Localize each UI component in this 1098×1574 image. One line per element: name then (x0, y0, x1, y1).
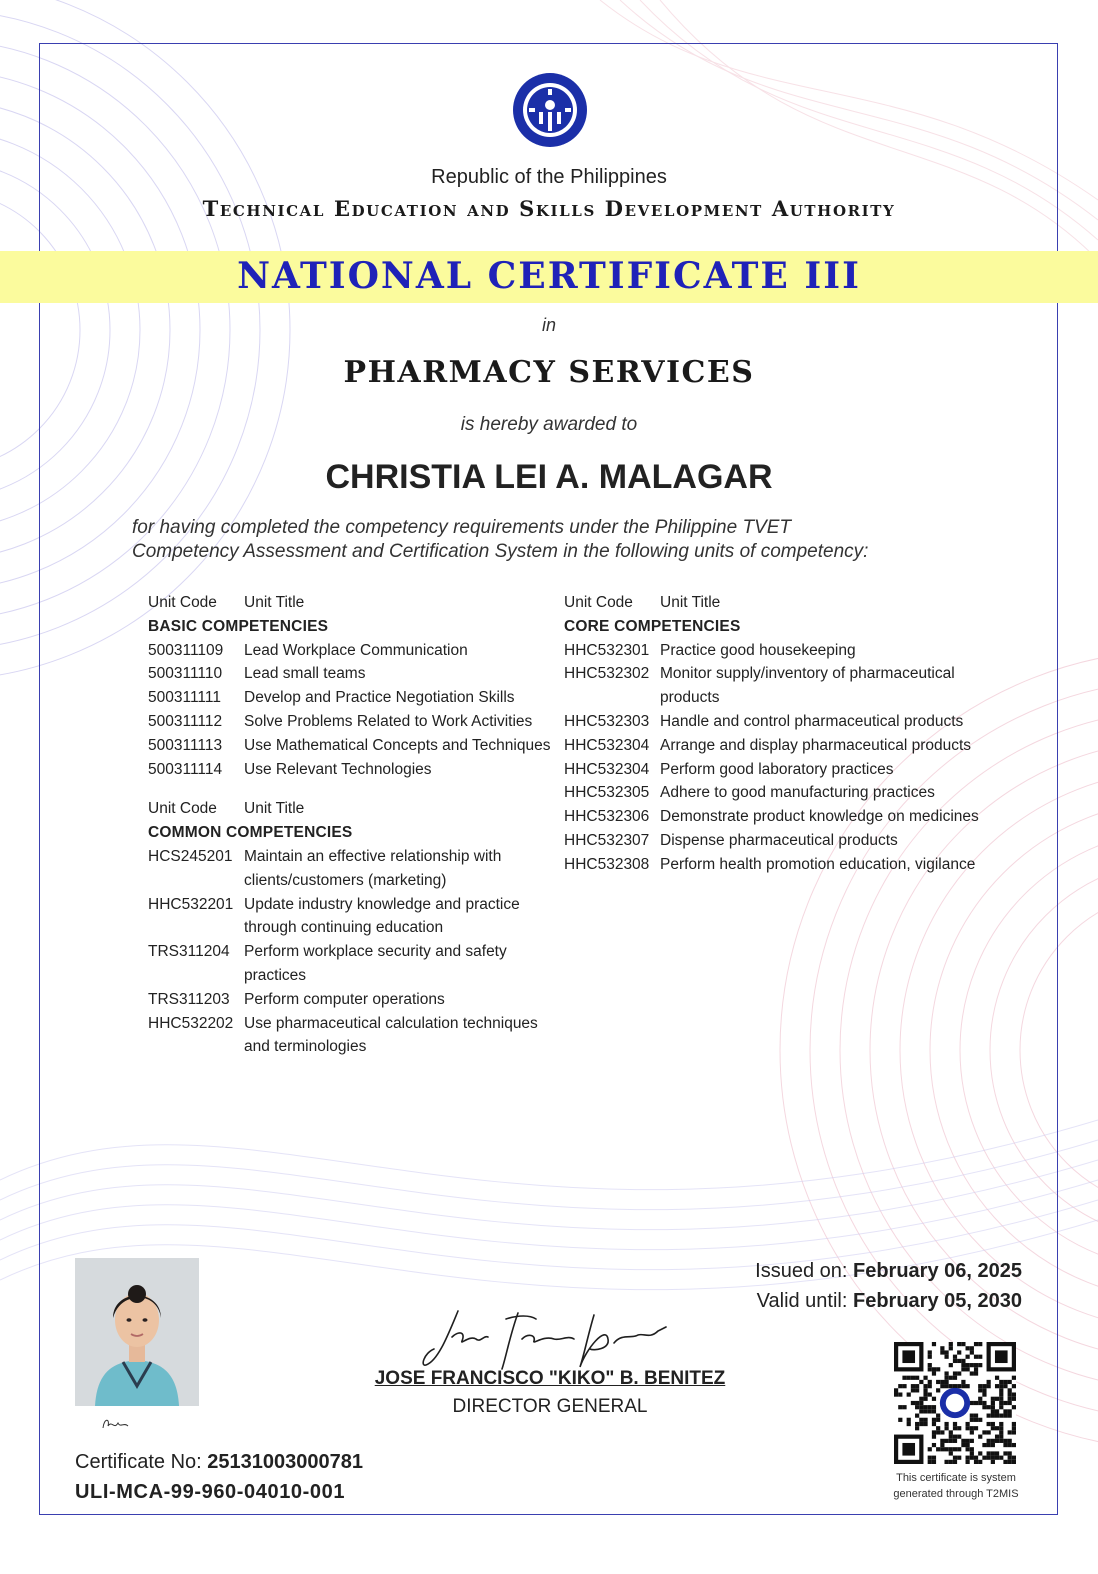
competency-unit-row (148, 758, 563, 782)
unit-code: 500311109 (148, 641, 224, 659)
competency-statement (132, 516, 992, 564)
certificate-number-label: Certificate No: (75, 1451, 202, 1473)
competency-unit-row (148, 940, 563, 988)
common-units-list (148, 845, 563, 1059)
unit-code: HHC532301 (564, 641, 650, 659)
statement-line: for having completed the competency requirements under the Philippine TVET (132, 517, 792, 538)
common-competencies-heading: COMMON COMPETENCIES (148, 824, 353, 842)
unit-code-label: Unit Code (148, 594, 217, 611)
unit-code: TRS311204 (148, 943, 230, 961)
unit-title: Perform workplace security and safety practices (244, 943, 507, 984)
verification-qr-code[interactable] (894, 1342, 1016, 1464)
unit-code: HHC532308 (564, 855, 650, 873)
holder-name: CHRISTIA LEI A. MALAGAR (325, 458, 773, 496)
unit-code: HHC532306 (564, 808, 650, 826)
issued-row (620, 1256, 1022, 1286)
certificate-number (75, 1451, 363, 1474)
unit-code: 500311114 (148, 760, 223, 778)
column-header-row (148, 797, 563, 821)
competency-unit-row (148, 845, 563, 893)
competency-unit-row (148, 734, 563, 758)
signatory-name: JOSE FRANCISCO "KIKO" B. BENITEZ (374, 1368, 726, 1389)
competency-unit-row (564, 758, 994, 782)
unit-code: HHC532202 (148, 1014, 234, 1032)
competency-unit-row (564, 829, 994, 853)
unit-title: Practice good housekeeping (660, 641, 856, 659)
unit-code: HCS245201 (148, 847, 233, 865)
unit-title: Maintain an effective relationship with clients/customers (marketing) (244, 847, 502, 889)
statement-line: Competency Assessment and Certification System in the following units of competency: (132, 541, 869, 562)
signatory-title: DIRECTOR GENERAL (452, 1396, 648, 1417)
unit-code: TRS311203 (148, 990, 230, 1008)
unit-title: Use Relevant Technologies (244, 760, 432, 778)
unit-title: Perform health promotion education, vigilance (660, 855, 976, 873)
unit-code: HHC532304 (564, 736, 650, 754)
unit-code-label: Unit Code (564, 594, 633, 611)
unit-title: Develop and Practice Negotiation Skills (244, 689, 515, 707)
unit-code: 500311111 (148, 689, 221, 707)
competency-unit-row (564, 662, 994, 710)
core-competencies-heading: CORE COMPETENCIES (564, 617, 741, 635)
valid-label: Valid until: (756, 1290, 848, 1312)
column-header-row (148, 591, 563, 615)
holder-photo (75, 1258, 199, 1406)
competency-unit-row (564, 734, 994, 758)
holder-signature (100, 1414, 132, 1434)
awarded-text: is hereby awarded to (460, 414, 638, 435)
unit-code: HHC532201 (148, 895, 234, 913)
unit-code: 500311112 (148, 712, 223, 730)
unit-title: Update industry knowledge and practice through continuing education (244, 895, 520, 937)
unit-code: HHC532305 (564, 784, 650, 802)
republic-heading: Republic of the Philippines (431, 166, 667, 188)
unit-title: Solve Problems Related to Work Activities (244, 712, 533, 730)
competency-unit-row (148, 988, 563, 1012)
unit-code: 500311113 (148, 736, 223, 754)
competency-unit-row (148, 710, 563, 734)
unit-code-label: Unit Code (148, 800, 217, 818)
unit-title-label: Unit Title (244, 800, 305, 818)
qr-note-line: This certificate is system (896, 1472, 1016, 1484)
competency-unit-row (148, 686, 563, 710)
unit-title: Use Mathematical Concepts and Techniques (244, 736, 551, 754)
competency-unit-row (564, 853, 994, 877)
competency-unit-row (564, 639, 994, 663)
unit-code: HHC532303 (564, 712, 650, 730)
issued-date: February 06, 2025 (853, 1260, 1022, 1282)
issued-label: Issued on: (755, 1260, 848, 1282)
column-header-row (564, 591, 994, 615)
core-units-list (564, 639, 994, 877)
unit-title: Use pharmaceutical calculation techniques and terminologies (244, 1014, 538, 1056)
competency-column-right (564, 591, 994, 877)
competency-unit-row (564, 710, 994, 734)
unit-title: Arrange and display pharmaceutical products (660, 736, 972, 754)
unit-title: Demonstrate product knowledge on medicines (660, 808, 979, 826)
unit-title: Perform good laboratory practices (660, 760, 894, 778)
qr-note-line: generated through T2MIS (893, 1488, 1019, 1500)
tesda-seal-icon (512, 72, 588, 148)
basic-units-list (148, 639, 563, 782)
competency-unit-row (148, 893, 563, 941)
certificate-title: NATIONAL CERTIFICATE III (237, 255, 861, 297)
connector-text: in (541, 315, 556, 335)
unit-title: Lead Workplace Communication (244, 641, 468, 659)
unit-title: Perform computer operations (244, 990, 445, 1008)
competency-unit-row (148, 639, 563, 663)
unit-code: HHC532302 (564, 665, 650, 683)
valid-row (620, 1286, 1022, 1316)
qr-note (862, 1470, 1050, 1502)
unit-title: Lead small teams (244, 665, 366, 683)
unit-title-label: Unit Title (244, 594, 305, 611)
unit-title: Handle and control pharmaceutical products (660, 712, 964, 730)
unit-title: Dispense pharmaceutical products (660, 831, 898, 849)
competency-unit-row (148, 662, 563, 686)
competency-unit-row (564, 781, 994, 805)
unit-title: Adhere to good manufacturing practices (660, 784, 935, 802)
competency-unit-row (564, 805, 994, 829)
unit-title-label: Unit Title (660, 594, 721, 611)
competency-unit-row (148, 1012, 563, 1060)
competency-column-left (148, 591, 563, 1059)
validity-dates (620, 1256, 1022, 1316)
unit-title: Monitor supply/inventory of pharmaceutical products (660, 665, 955, 707)
certificate-number-value: 25131003000781 (207, 1451, 364, 1473)
uli-number: ULI-MCA-99-960-04010-001 (75, 1481, 346, 1503)
basic-competencies-heading: BASIC COMPETENCIES (148, 617, 329, 635)
unit-code: 500311110 (148, 665, 223, 683)
qualification-title: PHARMACY SERVICES (343, 355, 755, 390)
unit-code: HHC532304 (564, 760, 650, 778)
valid-date: February 05, 2030 (853, 1290, 1022, 1312)
unit-code: HHC532307 (564, 831, 650, 849)
agency-heading: Technical Education and Skills Development Authority (202, 196, 896, 221)
